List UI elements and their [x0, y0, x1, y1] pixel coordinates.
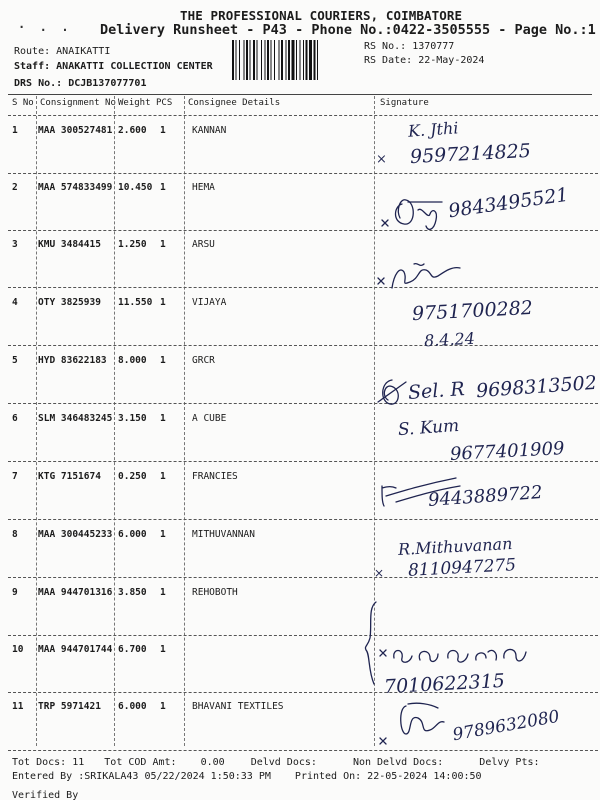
row-consignee: MITHUVANNAN	[192, 529, 255, 540]
row-sno: 4	[12, 297, 18, 308]
barcode-bar	[296, 40, 297, 80]
barcode-bar	[314, 40, 316, 80]
signature-scribble	[378, 190, 458, 235]
col-divider	[184, 96, 185, 746]
barcode-bar	[303, 40, 304, 80]
barcode-bar	[250, 40, 251, 80]
handwritten-name: K. Jthi	[407, 118, 459, 141]
row-pcs: 1	[160, 355, 166, 366]
row-consignee: GRCR	[192, 355, 215, 366]
delvd-docs-label: Delvd Docs:	[250, 757, 317, 768]
row-divider	[8, 692, 598, 693]
barcode-bar	[271, 40, 272, 80]
row-consignee: FRANCIES	[192, 471, 238, 482]
row-divider	[8, 519, 598, 520]
barcode-bar	[274, 40, 275, 80]
delvy-pts-label: Delvy Pts:	[479, 757, 540, 768]
tot-docs: Tot Docs: 11	[12, 757, 85, 768]
handwritten-mark: ×	[374, 566, 385, 580]
row-weight: 6.000	[118, 529, 147, 540]
barcode-bar	[261, 40, 262, 80]
row-divider	[8, 750, 598, 751]
row-sno: 1	[12, 125, 18, 136]
row-consignee: KANNAN	[192, 125, 227, 136]
barcode-bar	[244, 40, 245, 80]
row-consignee: REHOBOTH	[192, 587, 238, 598]
barcode-bar	[317, 40, 318, 80]
rs-no-label: RS No.:	[364, 41, 407, 52]
row-weight: 3.850	[118, 587, 147, 598]
barcode-bar	[265, 40, 266, 80]
barcode-bar	[232, 40, 234, 80]
barcode-bar	[236, 40, 237, 80]
col-consignee: Consignee Details	[188, 98, 281, 108]
row-consignment: MAA 944701744	[38, 644, 113, 655]
handwritten-signature: Sel. R	[407, 378, 466, 404]
row-sno: 3	[12, 239, 18, 250]
handwritten-phone: 9751700282	[411, 296, 534, 326]
row-sno: 11	[12, 701, 24, 712]
route-line	[14, 46, 110, 57]
barcode-bar	[292, 40, 295, 80]
col-consignment: Consignment No	[40, 98, 116, 108]
row-pcs: 1	[160, 182, 166, 193]
drs-value: DCJB137077701	[68, 78, 147, 89]
row-consignee: BHAVANI TEXTILES	[192, 701, 284, 712]
row-pcs: 1	[160, 587, 166, 598]
row-pcs: 1	[160, 471, 166, 482]
drs-label: DRS No.:	[14, 78, 63, 89]
rs-date-line	[364, 55, 484, 66]
row-consignment: HYD 83622183	[38, 355, 107, 366]
header-divider	[8, 94, 592, 95]
barcode-bar	[286, 40, 287, 80]
barcode	[232, 40, 357, 80]
route-label: Route:	[14, 46, 51, 57]
row-weight: 3.150	[118, 413, 147, 424]
row-pcs: 1	[160, 413, 166, 424]
row-consignee: VIJAYA	[192, 297, 227, 308]
row-sno: 7	[12, 471, 18, 482]
row-divider	[8, 345, 598, 346]
handwritten-phone: 9677401909	[449, 438, 566, 465]
handwritten-tamil-name	[376, 640, 536, 670]
row-divider	[8, 403, 598, 404]
header-dots: · . .	[18, 20, 69, 34]
row-sno: 9	[12, 587, 18, 598]
row-consignee: ARSU	[192, 239, 215, 250]
handwritten-name: S. Kum	[397, 415, 460, 441]
tot-cod-value: 0.00	[200, 757, 225, 768]
row-divider	[8, 635, 598, 636]
row-sno: 10	[12, 644, 24, 655]
row-pcs: 1	[160, 701, 166, 712]
barcode-bar	[306, 40, 308, 80]
row-pcs: 1	[160, 239, 166, 250]
rs-date-value: 22-May-2024	[418, 55, 485, 66]
rs-no-line	[364, 41, 454, 52]
row-consignment: SLM 346483245	[38, 413, 113, 424]
handwritten-phone: 7010622315	[383, 669, 506, 699]
row-pcs: 1	[160, 644, 166, 655]
barcode-bar	[288, 40, 290, 80]
barcode-bar	[279, 40, 280, 80]
barcode-bar	[257, 40, 258, 80]
signature-scribble	[378, 700, 448, 748]
row-consignment: KTG 7151674	[38, 471, 101, 482]
row-consignment: MAA 944701316	[38, 587, 113, 598]
non-delvd-docs-label: Non Delvd Docs:	[352, 757, 444, 768]
verified-by: Verified By	[12, 790, 79, 800]
route-value: ANAIKATTI	[56, 46, 111, 57]
row-divider	[8, 230, 598, 231]
handwritten-phone: 9443889722	[427, 482, 544, 511]
row-weight: 1.250	[118, 239, 147, 250]
rs-no-value: 1370777	[412, 41, 455, 52]
row-consignee: HEMA	[192, 182, 215, 193]
handwritten-phone: 8110947275	[407, 555, 517, 581]
row-consignment: MAA 300445233	[38, 529, 113, 540]
signature-scribble	[374, 250, 474, 300]
col-pcs: PCS	[156, 98, 173, 108]
row-sno: 8	[12, 529, 18, 540]
row-consignment: MAA 300527481	[38, 125, 113, 136]
col-divider	[114, 96, 115, 746]
row-weight: 11.550	[118, 297, 153, 308]
row-sno: 2	[12, 182, 18, 193]
row-sno: 5	[12, 355, 18, 366]
col-divider	[36, 96, 37, 746]
barcode-bar	[309, 40, 312, 80]
row-weight: 6.000	[118, 701, 147, 712]
row-divider	[8, 173, 598, 174]
barcode-bar	[281, 40, 283, 80]
rs-date-label: RS Date:	[364, 55, 413, 66]
barcode-bar	[246, 40, 248, 80]
row-pcs: 1	[160, 125, 166, 136]
row-consignment: OTY 3825939	[38, 297, 101, 308]
row-weight: 8.000	[118, 355, 147, 366]
staff-line	[14, 61, 213, 72]
handwritten-mark: ×	[376, 152, 387, 167]
tot-cod-label: Tot COD Amt:	[104, 757, 177, 768]
row-consignment: MAA 574833499	[38, 182, 113, 193]
entered-by: Entered By :SRIKALA43 05/22/2024 1:50:33 PM	[12, 771, 271, 782]
row-weight: 2.600	[118, 125, 147, 136]
page-subtitle: Delivery Runsheet - P43 - Phone No.:0422-3505555 - Page No.:1	[100, 22, 596, 38]
row-weight: 0.250	[118, 471, 147, 482]
row-consignment: TRP 5971421	[38, 701, 101, 712]
row-weight: 6.700	[118, 644, 147, 655]
col-weight: Weight	[118, 98, 151, 108]
row-consignee: A CUBE	[192, 413, 227, 424]
barcode-bar	[267, 40, 269, 80]
handwritten-date: 8.4.24	[423, 328, 476, 351]
row-consignment: KMU 3484415	[38, 239, 101, 250]
row-divider	[8, 115, 598, 116]
footer-summary	[12, 757, 540, 768]
row-divider	[8, 287, 598, 288]
col-sno: S No	[12, 98, 34, 108]
barcode-bar	[300, 40, 301, 80]
staff-label: Staff:	[14, 61, 51, 72]
row-divider	[8, 577, 598, 578]
barcode-bar	[253, 40, 255, 80]
drs-line	[14, 78, 146, 89]
row-pcs: 1	[160, 529, 166, 540]
printed-on: Printed On: 22-05-2024 14:00:50	[294, 771, 482, 782]
footer-entered	[12, 771, 482, 782]
staff-value: ANAKATTI COLLECTION CENTER	[56, 61, 213, 72]
handwritten-phone: 9698313502	[475, 371, 598, 403]
barcode-bar	[239, 40, 240, 80]
row-sno: 6	[12, 413, 18, 424]
col-signature: Signature	[380, 98, 429, 108]
signature-scribble	[372, 372, 412, 412]
handwritten-phone: 9597214825	[409, 139, 532, 169]
handwritten-phone: 9789632080	[451, 706, 562, 746]
handwritten-phone: 9843495521	[447, 183, 570, 223]
row-pcs: 1	[160, 297, 166, 308]
handwritten-name: R.Mithuvanan	[397, 534, 513, 559]
page-title: THE PROFESSIONAL COURIERS, COIMBATORE	[180, 8, 463, 23]
row-weight: 10.450	[118, 182, 153, 193]
